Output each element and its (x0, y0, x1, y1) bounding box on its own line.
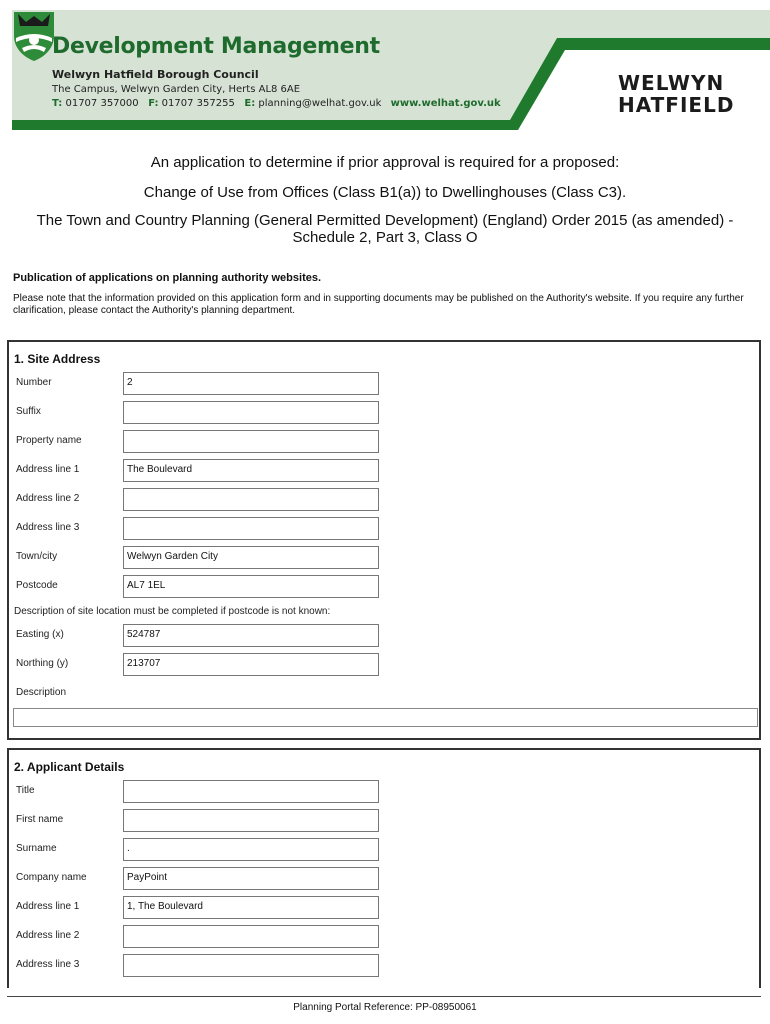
intro-line-1: An application to determine if prior approval is required for a proposed: (150, 154, 620, 171)
fax-label: F: (148, 98, 159, 109)
northing-label: Northing (y) (16, 658, 69, 669)
postcode-label: Postcode (16, 580, 58, 591)
header-banner (12, 10, 770, 130)
applicant-address-line-2-field[interactable] (123, 925, 379, 948)
number-label: Number (16, 377, 52, 388)
footer-divider (7, 996, 761, 997)
address-line-1-field[interactable]: The Boulevard (123, 459, 379, 482)
site-address-section (7, 340, 761, 740)
applicant-address-line-3-label: Address line 3 (16, 959, 80, 970)
council-address: The Campus, Welwyn Garden City, Herts AL8 6AE (52, 84, 301, 95)
easting-field[interactable]: 524787 (123, 624, 379, 647)
description-field[interactable] (13, 708, 758, 727)
logo-text (618, 72, 734, 116)
applicant-address-line-3-field[interactable] (123, 954, 379, 977)
intro-line-3 (0, 212, 770, 246)
address-line-2-label: Address line 2 (16, 493, 80, 504)
email-label: E: (244, 98, 256, 109)
property-name-field[interactable] (123, 430, 379, 453)
title-field[interactable] (123, 780, 379, 803)
postcode-field[interactable]: AL7 1EL (123, 575, 379, 598)
address-line-2-field[interactable] (123, 488, 379, 511)
company-name-field[interactable]: PayPoint (123, 867, 379, 890)
title-label: Title (16, 785, 35, 796)
logo-line-1: WELWYN (618, 71, 725, 95)
footer-reference: Planning Portal Reference: PP-08950061 (293, 1002, 477, 1013)
suffix-field[interactable] (123, 401, 379, 424)
applicant-address-line-2-label: Address line 2 (16, 930, 80, 941)
address-line-1-label: Address line 1 (16, 464, 80, 475)
town-city-field[interactable]: Welwyn Garden City (123, 546, 379, 569)
address-line-3-field[interactable] (123, 517, 379, 540)
tel-label: T: (52, 98, 63, 109)
northing-field[interactable]: 213707 (123, 653, 379, 676)
applicant-section (7, 748, 761, 988)
easting-label: Easting (x) (16, 629, 64, 640)
website-link[interactable]: www.welhat.gov.uk (390, 98, 501, 109)
number-field[interactable]: 2 (123, 372, 379, 395)
publication-title: Publication of applications on planning authority websites. (13, 272, 322, 284)
fax-value: 01707 357255 (161, 98, 235, 109)
address-line-3-label: Address line 3 (16, 522, 80, 533)
intro-line-2: Change of Use from Offices (Class B1(a)) to Dwellinghouses (Class C3). (143, 184, 627, 201)
council-name: Welwyn Hatfield Borough Council (52, 68, 259, 81)
email-value[interactable]: planning@welhat.gov.uk (258, 98, 382, 109)
property-name-label: Property name (16, 435, 82, 446)
council-crest-icon (12, 10, 56, 62)
applicant-address-line-1-label: Address line 1 (16, 901, 80, 912)
surname-field[interactable]: . (123, 838, 379, 861)
section-title: 2. Applicant Details (14, 760, 125, 774)
location-note: Description of site location must be completed if postcode is not known: (14, 606, 331, 617)
company-name-label: Company name (16, 872, 87, 883)
description-label: Description (16, 687, 67, 698)
surname-label: Surname (16, 843, 57, 854)
town-city-label: Town/city (16, 551, 58, 562)
contact-line (52, 98, 501, 109)
logo-line-2: HATFIELD (618, 93, 735, 117)
first-name-label: First name (16, 814, 64, 825)
section-title: 1. Site Address (14, 352, 101, 366)
publication-text: Please note that the information provided on this application form and in supporting documents may be published on the Authority's website. If you require any further clarification, please contact the Authority's planning department. (13, 293, 744, 316)
intro-line-3a: The Town and Country Planning (General Permitted Development) (England) Order 2015 (as amended) - (36, 212, 734, 229)
intro-line-3b: Schedule 2, Part 3, Class O (292, 229, 478, 246)
first-name-field[interactable] (123, 809, 379, 832)
tel-value: 01707 357000 (65, 98, 139, 109)
suffix-label: Suffix (16, 406, 41, 417)
applicant-address-line-1-field[interactable]: 1, The Boulevard (123, 896, 379, 919)
page-title: Development Management (52, 34, 380, 59)
